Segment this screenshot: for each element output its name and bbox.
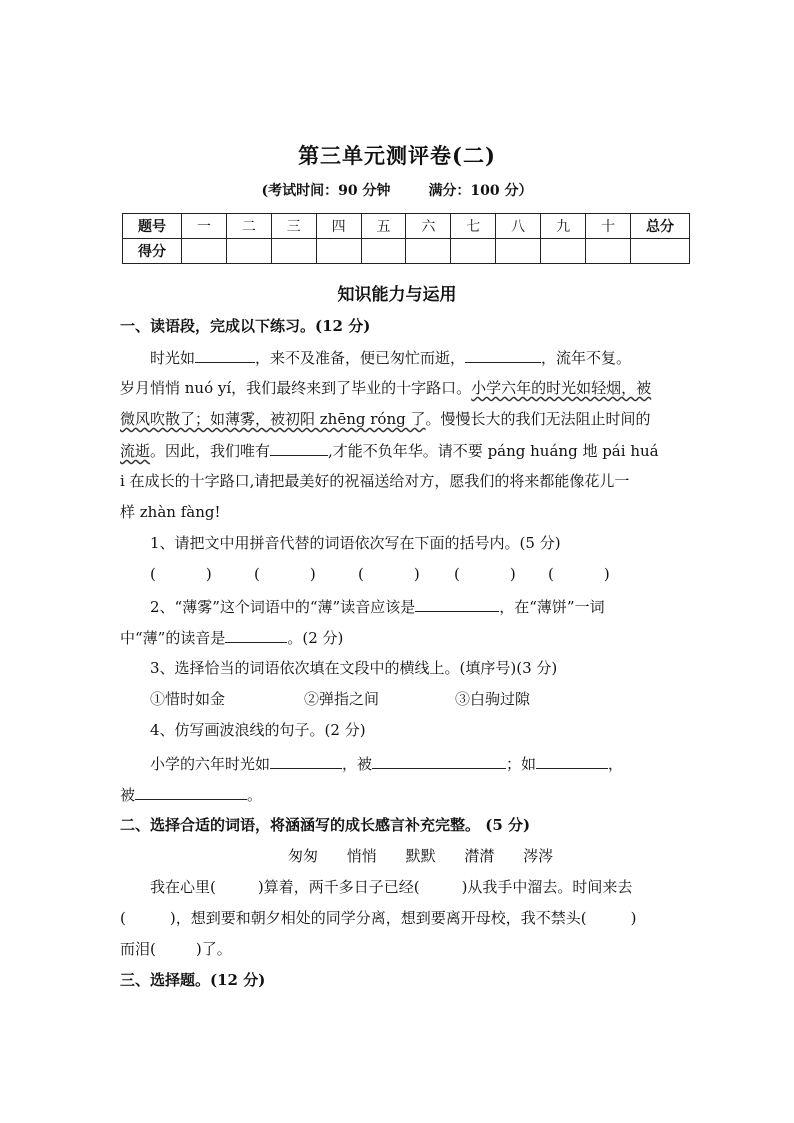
passage-text: ( [120,909,126,927]
passage-text: 时光如 [150,349,196,367]
q2-passage-line-1 [150,877,632,897]
passage-text: ，流年不复。 [541,349,632,367]
passage-text: 。因此，我们唯有 [150,442,271,460]
q1-sub4: 4、仿写画波浪线的句子。(2 分) [150,721,366,739]
answer-paren[interactable]: ( ) [254,565,316,583]
answer-blank[interactable] [465,347,541,363]
q2-heading: 二、选择合适的词语，将涵涵写的成长感言补充完整。 (5 分) [120,816,531,834]
option-2[interactable]: ②弹指之间 [304,690,380,708]
answer-blank[interactable] [195,347,255,363]
word-option[interactable]: 默默 [405,847,436,865]
passage-text: 我在心里( [150,878,216,896]
question-text: ；如 [506,755,537,773]
passage-text: ) [630,909,637,927]
q3-heading: 三、选择题。(12 分) [120,971,266,989]
page-title: 第三单元测评卷(二) [298,143,496,168]
score-cell: 七 [451,214,496,239]
question-text: 2、“薄雾”这个词语中的“薄”读音应该是 [150,598,416,616]
exam-full-score: 满分：100 分） [428,183,533,199]
q1-sub1: 1、请把文中用拼音代替的词语依次写在下面的括号内。(5 分) [150,534,561,552]
wavy-underlined-text: 微风吹散了；如薄雾，被初阳 zhēng róng 了 [120,410,426,428]
answer-blank[interactable] [135,784,247,800]
exam-time: (考试时间：90 分钟 [261,183,391,199]
q1-passage-line-4 [120,440,659,461]
word-option[interactable]: 涔涔 [523,847,554,865]
passage-text: 。慢慢长大的我们无法阻止时间的 [425,410,651,428]
q1-sub2 [150,596,605,617]
q2-passage-line-2 [120,908,636,928]
answer-blank[interactable] [415,596,499,612]
score-table-score-row [123,239,690,264]
score-input-cell[interactable] [271,239,316,264]
score-cell: 三 [271,214,316,239]
passage-text: ，来不及准备，便已匆忙而逝， [255,349,466,367]
score-row-label: 得分 [123,239,182,264]
score-input-cell[interactable] [361,239,406,264]
score-cell: 四 [316,214,361,239]
answer-blank[interactable] [372,753,506,769]
wavy-underlined-text: 流逝 [120,442,151,460]
score-table [122,213,690,264]
q2-word-bank [276,846,565,866]
score-cell: 一 [182,214,227,239]
q1-passage-line-3 [120,409,651,429]
score-input-cell[interactable] [631,239,690,264]
score-cell: 八 [496,214,541,239]
score-input-cell[interactable] [406,239,451,264]
score-input-cell[interactable] [316,239,361,264]
score-cell: 五 [361,214,406,239]
option-3[interactable]: ③白驹过隙 [455,690,531,708]
score-cell: 总分 [631,214,690,239]
word-option[interactable]: 悄悄 [346,847,377,865]
passage-text: )从我手中溜去。时间来去 [461,878,633,896]
passage-text: )算着，两千多日子已经( [257,878,420,896]
question-text: 。 [247,786,263,804]
q1-heading: 一、读语段，完成以下练习。(12 分) [120,317,371,335]
answer-paren[interactable]: ( ) [150,565,212,583]
q2-passage-line-3 [120,939,232,959]
option-1[interactable]: ①惜时如金 [150,690,226,708]
score-input-cell[interactable] [586,239,631,264]
answer-paren[interactable]: ( ) [358,565,420,583]
answer-paren[interactable]: ( ) [454,565,516,583]
score-input-cell[interactable] [451,239,496,264]
score-cell: 六 [406,214,451,239]
score-input-cell[interactable] [182,239,227,264]
word-option[interactable]: 潸潸 [464,847,495,865]
question-text: ，被 [342,755,373,773]
q1-passage-line-1 [150,347,631,368]
answer-paren[interactable]: ( ) [548,565,610,583]
score-input-cell[interactable] [496,239,541,264]
q1-sub3: 3、选择恰当的词语依次填在文段中的横线上。(填序号)(3 分) [150,659,558,677]
section-title: 知识能力与运用 [337,285,457,305]
score-cell: 十 [586,214,631,239]
score-input-cell[interactable] [541,239,586,264]
exam-info [0,180,794,200]
score-cell: 二 [226,214,271,239]
q1-sub4-answer-line-2 [120,784,262,805]
answer-blank[interactable] [270,440,328,456]
answer-blank[interactable] [270,753,342,769]
passage-text: ,才能不负年华。请不要 páng huáng 地 pái huá [328,442,659,460]
question-text: 中“薄”的读音是 [120,629,226,647]
score-table-header-row [123,214,690,239]
passage-text: )，想到要和朝夕相处的同学分离，想到要离开母校，我不禁头( [169,909,587,927]
question-text: 小学的六年时光如 [150,755,271,773]
q1-sub4-answer-line [150,753,623,774]
q1-passage-line-5: i 在成长的十字路口,请把最美好的祝福送给对方，愿我们的将来都能像花儿一 [120,472,630,490]
word-option[interactable]: 匆匆 [288,847,319,865]
score-cell: 九 [541,214,586,239]
question-text: ， [608,755,624,773]
question-text: 被 [120,786,136,804]
question-text: ，在“薄饼”一词 [499,598,605,616]
passage-text: 而泪( [120,940,156,958]
answer-blank[interactable] [225,627,287,643]
q1-passage-line-2 [120,378,651,398]
passage-text: )了。 [195,940,232,958]
passage-text: 岁月悄悄 nuó yí，我们最终来到了毕业的十字路口。 [120,379,472,397]
score-cell: 题号 [123,214,182,239]
score-input-cell[interactable] [226,239,271,264]
answer-blank[interactable] [536,753,608,769]
q1-sub2-cont [120,627,343,648]
wavy-underlined-text: 小学六年的时光如轻烟，被 [471,379,652,397]
question-text: 。(2 分) [287,629,344,647]
q1-passage-line-6: 样 zhàn fàng! [120,503,221,521]
